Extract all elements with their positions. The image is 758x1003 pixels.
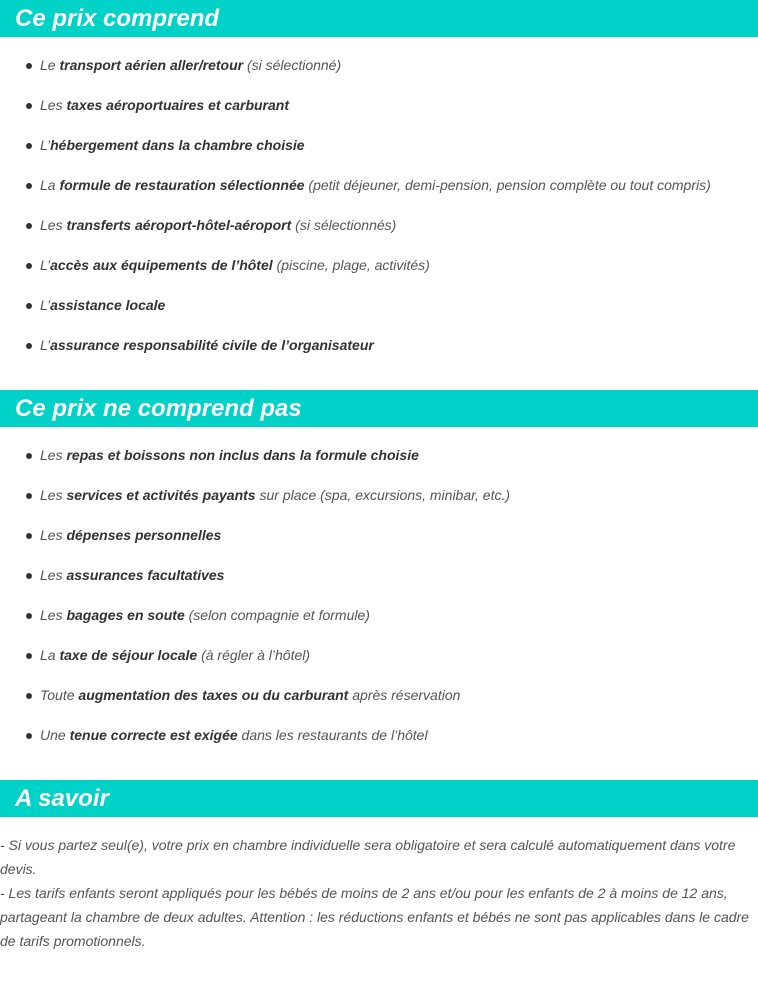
bullet-icon — [26, 613, 32, 619]
list-item: L’hébergement dans la chambre choisie — [0, 135, 758, 175]
bullet-icon — [26, 533, 32, 539]
included-list — [0, 37, 758, 375]
bullet-icon — [26, 653, 32, 659]
bullet-icon — [26, 453, 32, 459]
bullet-icon — [26, 303, 32, 309]
bullet-icon — [26, 183, 32, 189]
list-item: Le transport aérien aller/retour (si sélectionné) — [0, 55, 758, 95]
list-item: L’assistance locale — [0, 295, 758, 335]
list-item: Les services et activités payants sur place (spa, excursions, minibar, etc.) — [0, 485, 758, 525]
bullet-icon — [26, 223, 32, 229]
list-item: L’accès aux équipements de l’hôtel (piscine, plage, activités) — [0, 255, 758, 295]
bullet-icon — [26, 63, 32, 69]
bullet-icon — [26, 263, 32, 269]
excluded-list — [0, 427, 758, 765]
bullet-icon — [26, 573, 32, 579]
list-item: Les taxes aéroportuaires et carburant — [0, 95, 758, 135]
section-savoir — [0, 780, 758, 953]
savoir-paragraph: - Si vous partez seul(e), votre prix en chambre individuelle sera obligatoire et sera calculé automatiquement dans votre devis. — [0, 837, 736, 877]
bullet-icon — [26, 143, 32, 149]
bullet-icon — [26, 103, 32, 109]
list-item: Les dépenses personnelles — [0, 525, 758, 565]
section-excluded — [0, 390, 758, 765]
bullet-icon — [26, 343, 32, 349]
included-title: Ce prix comprend — [15, 5, 220, 32]
savoir-body — [0, 817, 758, 953]
list-item: Une tenue correcte est exigée dans les restaurants de l’hôtel — [0, 725, 758, 765]
list-item: Les bagages en soute (selon compagnie et formule) — [0, 605, 758, 645]
savoir-header — [0, 780, 758, 817]
excluded-title: Ce prix ne comprend pas — [15, 395, 302, 422]
list-item: Les repas et boissons non inclus dans la formule choisie — [0, 445, 758, 485]
savoir-paragraph: - Les tarifs enfants seront appliqués pour les bébés de moins de 2 ans et/ou pour les enfants de 2 à moins de 12 ans, partageant la chambre de deux adultes. Attention : les réductions enfants et bébés ne sont pas applicables dans le cadre de tarifs promotionnels. — [0, 885, 749, 949]
excluded-header — [0, 390, 758, 427]
included-header — [0, 0, 758, 37]
list-item: Les assurances facultatives — [0, 565, 758, 605]
section-included — [0, 0, 758, 375]
list-item: L’assurance responsabilité civile de l’organisateur — [0, 335, 758, 375]
bullet-icon — [26, 693, 32, 699]
savoir-title: A savoir — [15, 785, 109, 812]
list-item: Toute augmentation des taxes ou du carburant après réservation — [0, 685, 758, 725]
bullet-icon — [26, 493, 32, 499]
list-item: Les transferts aéroport-hôtel-aéroport (si sélectionnés) — [0, 215, 758, 255]
list-item: La formule de restauration sélectionnée (petit déjeuner, demi-pension, pension complète ou tout compris) — [0, 175, 758, 215]
bullet-icon — [26, 733, 32, 739]
list-item: La taxe de séjour locale (à régler à l’hôtel) — [0, 645, 758, 685]
